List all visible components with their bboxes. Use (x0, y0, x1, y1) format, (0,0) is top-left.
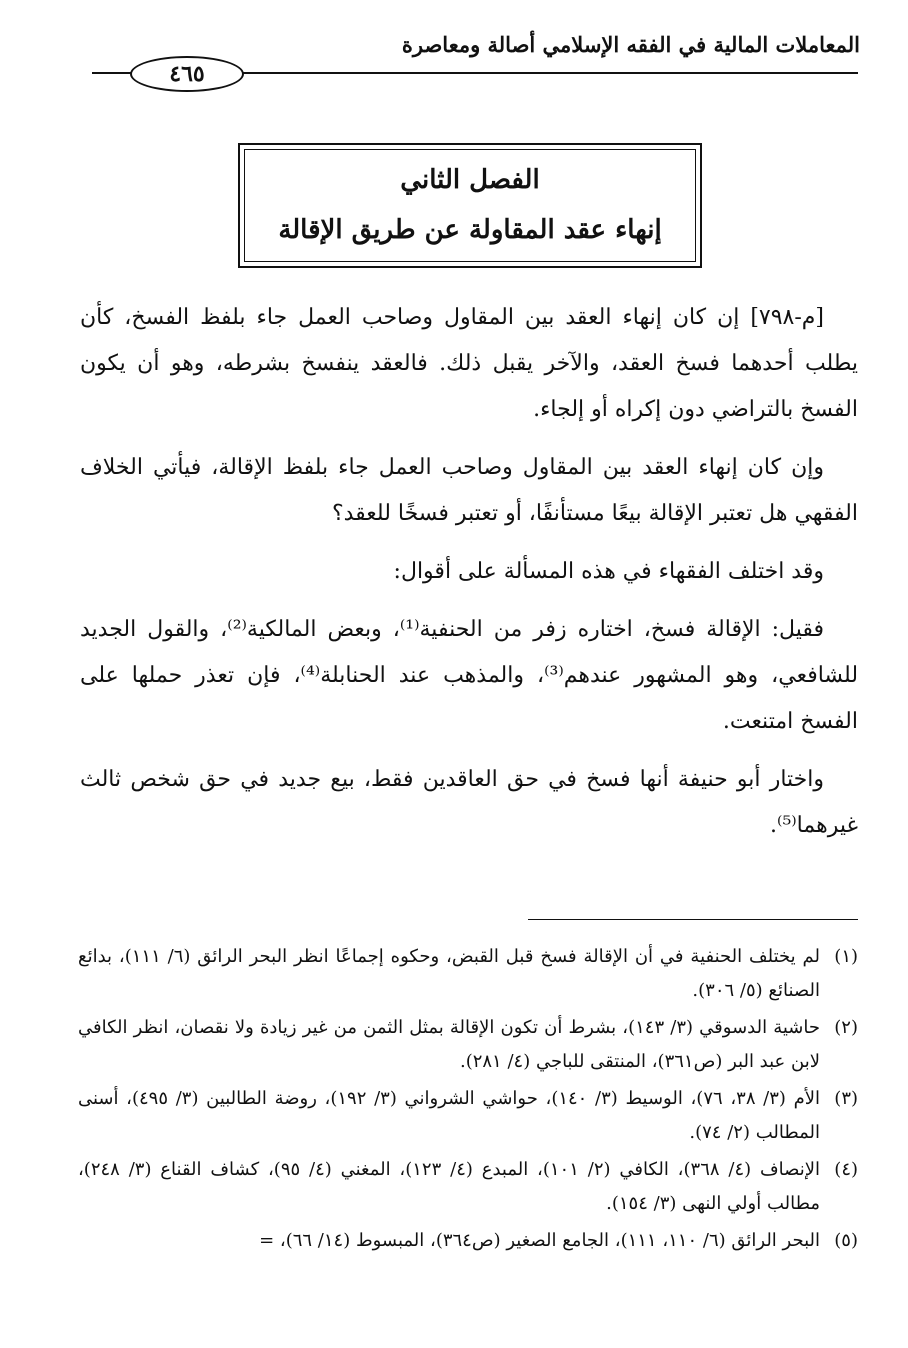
chapter-subtitle: إنهاء عقد المقاولة عن طريق الإقالة (278, 215, 662, 245)
footnote (78, 1224, 858, 1258)
footnote-separator (528, 919, 858, 920)
chapter-heading-box (238, 143, 702, 268)
paragraph: فقيل: الإقالة فسخ، اختاره زفر من الحنفية⁽¹⁾، وبعض المالكية⁽²⁾، والقول الجديد للشافعي، وهو المشهور عندهم⁽³⁾، والمذهب عند الحنابلة⁽⁴⁾، فإن تعذر حملها على الفسخ امتنعت. (80, 617, 859, 734)
chapter-title: الفصل الثاني (400, 165, 540, 195)
footnote-text: الأم (٣/ ٣٨، ٧٦)، الوسيط (٣/ ١٤٠)، حواشي الشرواني (٣/ ١٩٢)، روضة الطالبين (٣/ ٤٩٥)، أسنى المطالب (٢/ ٧٤). (78, 1088, 821, 1143)
page-number: ٤٦٥ (130, 56, 244, 92)
footnote-text: لم يختلف الحنفية في أن الإقالة فسخ قبل القبض، وحكوه إجماعًا انظر البحر الرائق (٦/ ١١١)، بدائع الصنائع (٥/ ٣٠٦). (78, 946, 821, 1001)
footnote-text: البحر الرائق (٦/ ١١٠، ١١١)، الجامع الصغير (ص٣٦٤)، المبسوط (١٤/ ٦٦)، = (259, 1230, 820, 1251)
footnote-number: (١) (834, 946, 859, 967)
footnote-number: (٢) (834, 1017, 858, 1038)
footnote-number: (٤) (834, 1159, 859, 1180)
footnote (78, 1082, 858, 1150)
footnote-text: حاشية الدسوقي (٣/ ١٤٣)، بشرط أن تكون الإقالة بمثل الثمن من غير زيادة ولا نقصان، انظر الكافي لابن عبد البر (ص٣٦١)، المنتقى للباجي (٤/ ٢٨١). (78, 1017, 820, 1072)
running-title: المعاملات المالية في الفقه الإسلامي أصالة ومعاصرة (401, 32, 860, 57)
footnote (78, 940, 858, 1008)
footnote-number: (٥) (834, 1230, 858, 1251)
paragraph: واختار أبو حنيفة أنها فسخ في حق العاقدين فقط، بيع جديد في حق شخص ثالث غيرهما⁽⁵⁾. (80, 767, 858, 838)
footnote-text: الإنصاف (٤/ ٣٦٨)، الكافي (٢/ ١٠١)، المبدع (٤/ ١٢٣)، المغني (٤/ ٩٥)، كشاف القناع (٣/ ٢٤٨)، مطالب أولي النهى (٣/ ١٥٤). (78, 1159, 821, 1214)
main-text (80, 295, 858, 861)
paragraph: [م-٧٩٨] إن كان إنهاء العقد بين المقاول وصاحب العمل جاء بلفظ الفسخ، كأن يطلب أحدهما فسخ العقد، والآخر يقبل ذلك. فالعقد ينفسخ بشرطه، وهو أن يكون الفسخ بالتراضي دون إكراه أو إلجاء. (80, 305, 858, 422)
paragraph: وإن كان إنهاء العقد بين المقاول وصاحب العمل جاء بلفظ الإقالة، فيأتي الخلاف الفقهي هل تعتبر الإقالة بيعًا مستأنفًا، أو تعتبر فسخًا للعقد؟ (80, 455, 858, 526)
footnote (78, 1153, 858, 1221)
footnote (78, 1011, 858, 1079)
footnotes (78, 940, 858, 1261)
paragraph: وقد اختلف الفقهاء في هذه المسألة على أقوال: (393, 559, 824, 584)
footnote-number: (٣) (834, 1088, 859, 1109)
